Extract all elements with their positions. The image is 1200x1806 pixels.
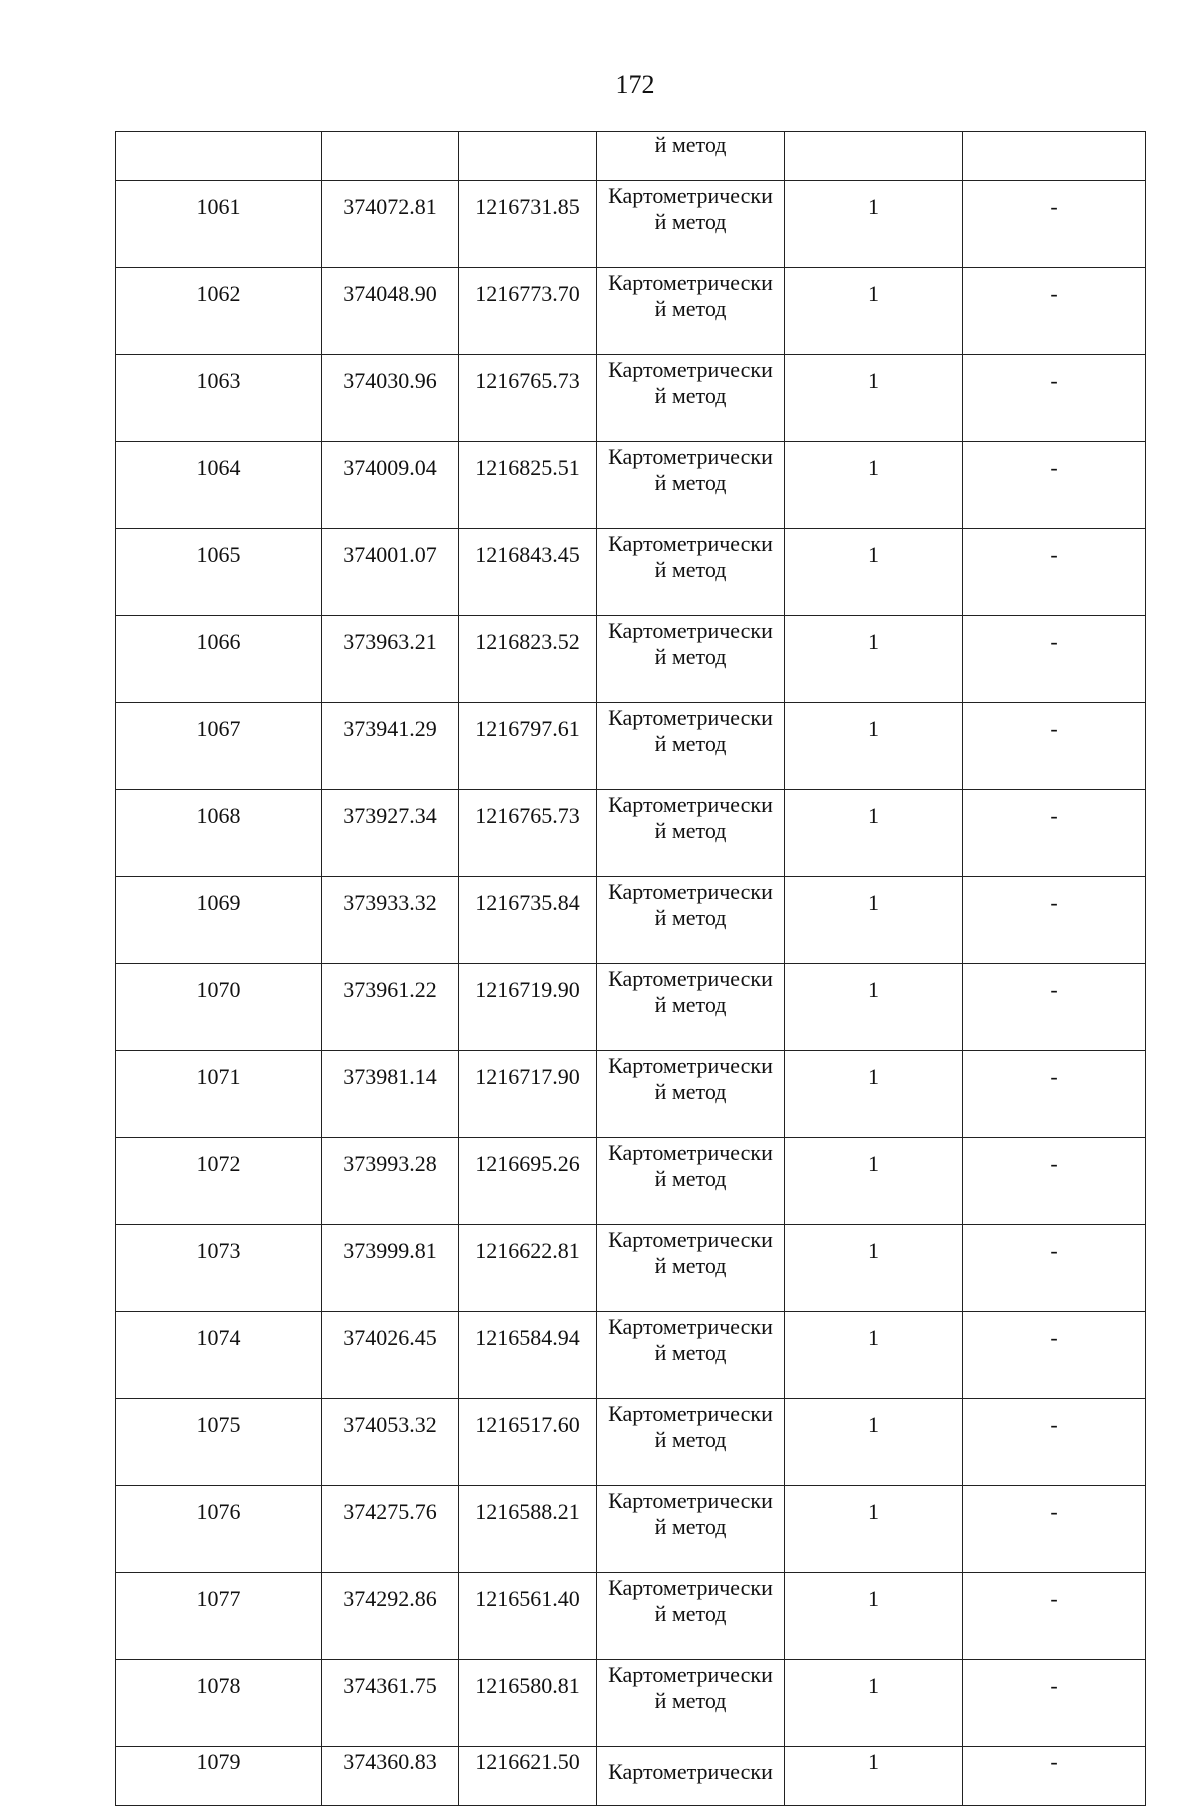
point-number-cell: 1079 bbox=[116, 1747, 322, 1806]
method-line: Картометрически bbox=[608, 531, 773, 556]
method-line: Картометрически bbox=[608, 1401, 773, 1426]
x-coordinate-cell: 373961.22 bbox=[322, 964, 459, 1051]
method-cell bbox=[597, 442, 785, 529]
y-coordinate-cell: 1216517.60 bbox=[459, 1399, 597, 1486]
point-number-cell: 1068 bbox=[116, 790, 322, 877]
method-cell bbox=[597, 181, 785, 268]
y-coordinate-cell: 1216580.81 bbox=[459, 1660, 597, 1747]
y-coordinate-cell: 1216719.90 bbox=[459, 964, 597, 1051]
x-coordinate-cell: 373993.28 bbox=[322, 1138, 459, 1225]
note-cell: - bbox=[963, 529, 1146, 616]
point-number-cell: 1069 bbox=[116, 877, 322, 964]
table-row bbox=[116, 268, 1146, 355]
note-cell: - bbox=[963, 181, 1146, 268]
accuracy-cell: 1 bbox=[785, 1747, 963, 1806]
table-row bbox=[116, 1660, 1146, 1747]
accuracy-cell: 1 bbox=[785, 268, 963, 355]
y-coordinate-cell: 1216843.45 bbox=[459, 529, 597, 616]
method-cell bbox=[597, 268, 785, 355]
method-cell bbox=[597, 1747, 785, 1806]
method-line: Картометрически bbox=[608, 966, 773, 991]
accuracy-cell: 1 bbox=[785, 355, 963, 442]
note-cell: - bbox=[963, 1138, 1146, 1225]
note-cell: - bbox=[963, 1747, 1146, 1806]
note-cell: - bbox=[963, 268, 1146, 355]
x-coordinate-cell: 373999.81 bbox=[322, 1225, 459, 1312]
coordinates-table bbox=[115, 131, 1146, 1806]
method-line: й метод bbox=[654, 1079, 727, 1104]
accuracy-cell: 1 bbox=[785, 1660, 963, 1747]
y-coordinate-cell: 1216773.70 bbox=[459, 268, 597, 355]
point-number-cell: 1066 bbox=[116, 616, 322, 703]
y-coordinate-cell: 1216622.81 bbox=[459, 1225, 597, 1312]
table-row bbox=[116, 1399, 1146, 1486]
accuracy-cell: 1 bbox=[785, 1486, 963, 1573]
method-cell bbox=[597, 1486, 785, 1573]
method-line: й метод bbox=[654, 1340, 727, 1365]
accuracy-cell: 1 bbox=[785, 616, 963, 703]
point-number-cell: 1062 bbox=[116, 268, 322, 355]
y-coordinate-cell: 1216735.84 bbox=[459, 877, 597, 964]
point-number-cell: 1061 bbox=[116, 181, 322, 268]
accuracy-cell: 1 bbox=[785, 181, 963, 268]
method-line: й метод bbox=[654, 557, 727, 582]
y-coordinate-cell: 1216561.40 bbox=[459, 1573, 597, 1660]
accuracy-cell: 1 bbox=[785, 442, 963, 529]
table-body bbox=[116, 132, 1146, 1806]
table-row bbox=[116, 529, 1146, 616]
method-cell bbox=[597, 1399, 785, 1486]
x-coordinate-cell: 374048.90 bbox=[322, 268, 459, 355]
method-cell-fragment: й метод bbox=[597, 132, 785, 181]
method-line: Картометрически bbox=[608, 1759, 773, 1784]
note-cell: - bbox=[963, 355, 1146, 442]
method-cell bbox=[597, 1660, 785, 1747]
accuracy-cell: 1 bbox=[785, 964, 963, 1051]
table-row bbox=[116, 964, 1146, 1051]
accuracy-cell: 1 bbox=[785, 1138, 963, 1225]
note-cell: - bbox=[963, 877, 1146, 964]
method-line: й метод bbox=[654, 905, 727, 930]
x-coordinate-cell: 373981.14 bbox=[322, 1051, 459, 1138]
y-coordinate-cell: 1216825.51 bbox=[459, 442, 597, 529]
method-line: й метод bbox=[654, 818, 727, 843]
accuracy-cell: 1 bbox=[785, 1573, 963, 1660]
note-cell: - bbox=[963, 964, 1146, 1051]
method-line: й метод bbox=[654, 209, 727, 234]
continuation-row bbox=[116, 132, 1146, 181]
point-number-cell: 1072 bbox=[116, 1138, 322, 1225]
x-coordinate-cell: 374030.96 bbox=[322, 355, 459, 442]
x-coordinate-cell: 374292.86 bbox=[322, 1573, 459, 1660]
method-cell bbox=[597, 703, 785, 790]
table-cell-empty bbox=[322, 132, 459, 181]
note-cell: - bbox=[963, 442, 1146, 529]
method-cell bbox=[597, 355, 785, 442]
x-coordinate-cell: 374360.83 bbox=[322, 1747, 459, 1806]
table-cell-empty bbox=[116, 132, 322, 181]
x-coordinate-cell: 374053.32 bbox=[322, 1399, 459, 1486]
accuracy-cell: 1 bbox=[785, 703, 963, 790]
page-number: 172 bbox=[615, 70, 655, 99]
table-row bbox=[116, 181, 1146, 268]
point-number-cell: 1067 bbox=[116, 703, 322, 790]
method-line: Картометрически bbox=[608, 1140, 773, 1165]
method-cell bbox=[597, 1225, 785, 1312]
y-coordinate-cell: 1216584.94 bbox=[459, 1312, 597, 1399]
table-row bbox=[116, 1138, 1146, 1225]
y-coordinate-cell: 1216717.90 bbox=[459, 1051, 597, 1138]
note-cell: - bbox=[963, 1051, 1146, 1138]
note-cell: - bbox=[963, 790, 1146, 877]
table-cell-empty bbox=[963, 132, 1146, 181]
x-coordinate-cell: 374009.04 bbox=[322, 442, 459, 529]
y-coordinate-cell: 1216588.21 bbox=[459, 1486, 597, 1573]
x-coordinate-cell: 373933.32 bbox=[322, 877, 459, 964]
table-row bbox=[116, 1486, 1146, 1573]
x-coordinate-cell: 374026.45 bbox=[322, 1312, 459, 1399]
point-number-cell: 1077 bbox=[116, 1573, 322, 1660]
x-coordinate-cell: 373927.34 bbox=[322, 790, 459, 877]
accuracy-cell: 1 bbox=[785, 529, 963, 616]
point-number-cell: 1078 bbox=[116, 1660, 322, 1747]
method-line: Картометрически bbox=[608, 1314, 773, 1339]
note-cell: - bbox=[963, 1225, 1146, 1312]
method-line: Картометрически bbox=[608, 357, 773, 382]
method-line: Картометрически bbox=[608, 270, 773, 295]
method-line: й метод bbox=[654, 1253, 727, 1278]
table-row bbox=[116, 1747, 1146, 1806]
method-line: Картометрически bbox=[608, 1053, 773, 1078]
y-coordinate-cell: 1216797.61 bbox=[459, 703, 597, 790]
y-coordinate-cell: 1216765.73 bbox=[459, 790, 597, 877]
accuracy-cell: 1 bbox=[785, 1051, 963, 1138]
note-cell: - bbox=[963, 616, 1146, 703]
method-line: й метод bbox=[654, 470, 727, 495]
method-cell bbox=[597, 790, 785, 877]
table-row bbox=[116, 1312, 1146, 1399]
x-coordinate-cell: 373941.29 bbox=[322, 703, 459, 790]
note-cell: - bbox=[963, 1660, 1146, 1747]
point-number-cell: 1076 bbox=[116, 1486, 322, 1573]
table-row bbox=[116, 790, 1146, 877]
note-cell: - bbox=[963, 703, 1146, 790]
point-number-cell: 1071 bbox=[116, 1051, 322, 1138]
method-cell bbox=[597, 1138, 785, 1225]
x-coordinate-cell: 374361.75 bbox=[322, 1660, 459, 1747]
method-cell bbox=[597, 964, 785, 1051]
point-number-cell: 1064 bbox=[116, 442, 322, 529]
y-coordinate-cell: 1216823.52 bbox=[459, 616, 597, 703]
method-line: й метод bbox=[654, 1688, 727, 1713]
method-line: Картометрически bbox=[608, 1662, 773, 1687]
method-line: й метод bbox=[654, 992, 727, 1017]
method-line: Картометрически bbox=[608, 183, 773, 208]
method-cell bbox=[597, 1573, 785, 1660]
method-line: Картометрически bbox=[608, 879, 773, 904]
note-cell: - bbox=[963, 1573, 1146, 1660]
y-coordinate-cell: 1216731.85 bbox=[459, 181, 597, 268]
method-line: Картометрически bbox=[608, 618, 773, 643]
accuracy-cell: 1 bbox=[785, 1399, 963, 1486]
method-line: й метод bbox=[654, 1601, 727, 1626]
table-row bbox=[116, 703, 1146, 790]
method-line: й метод bbox=[654, 296, 727, 321]
x-coordinate-cell: 374072.81 bbox=[322, 181, 459, 268]
method-cell bbox=[597, 616, 785, 703]
method-line: й метод bbox=[654, 644, 727, 669]
point-number-cell: 1063 bbox=[116, 355, 322, 442]
y-coordinate-cell: 1216621.50 bbox=[459, 1747, 597, 1806]
accuracy-cell: 1 bbox=[785, 1225, 963, 1312]
y-coordinate-cell: 1216695.26 bbox=[459, 1138, 597, 1225]
table-cell-empty bbox=[785, 132, 963, 181]
table-row bbox=[116, 355, 1146, 442]
method-cell bbox=[597, 877, 785, 964]
method-line: Картометрически bbox=[608, 705, 773, 730]
note-cell: - bbox=[963, 1399, 1146, 1486]
x-coordinate-cell: 374001.07 bbox=[322, 529, 459, 616]
x-coordinate-cell: 373963.21 bbox=[322, 616, 459, 703]
method-line: Картометрически bbox=[608, 1575, 773, 1600]
method-line: й метод bbox=[654, 1427, 727, 1452]
y-coordinate-cell: 1216765.73 bbox=[459, 355, 597, 442]
point-number-cell: 1070 bbox=[116, 964, 322, 1051]
method-line: Картометрически bbox=[608, 1488, 773, 1513]
accuracy-cell: 1 bbox=[785, 790, 963, 877]
table-row bbox=[116, 442, 1146, 529]
method-line: й метод bbox=[654, 383, 727, 408]
table-cell-empty bbox=[459, 132, 597, 181]
method-line: Картометрически bbox=[608, 444, 773, 469]
note-cell: - bbox=[963, 1486, 1146, 1573]
method-cell bbox=[597, 1312, 785, 1399]
table-row bbox=[116, 877, 1146, 964]
accuracy-cell: 1 bbox=[785, 877, 963, 964]
x-coordinate-cell: 374275.76 bbox=[322, 1486, 459, 1573]
method-cell bbox=[597, 529, 785, 616]
method-cell bbox=[597, 1051, 785, 1138]
method-line: й метод bbox=[654, 1166, 727, 1191]
method-line: Картометрически bbox=[608, 792, 773, 817]
method-line: й метод bbox=[654, 1514, 727, 1539]
table-row bbox=[116, 1573, 1146, 1660]
table-row bbox=[116, 1225, 1146, 1312]
point-number-cell: 1065 bbox=[116, 529, 322, 616]
table-row bbox=[116, 1051, 1146, 1138]
method-line: Картометрически bbox=[608, 1227, 773, 1252]
method-line: й метод bbox=[654, 731, 727, 756]
note-cell: - bbox=[963, 1312, 1146, 1399]
point-number-cell: 1073 bbox=[116, 1225, 322, 1312]
point-number-cell: 1074 bbox=[116, 1312, 322, 1399]
table-row bbox=[116, 616, 1146, 703]
point-number-cell: 1075 bbox=[116, 1399, 322, 1486]
accuracy-cell: 1 bbox=[785, 1312, 963, 1399]
